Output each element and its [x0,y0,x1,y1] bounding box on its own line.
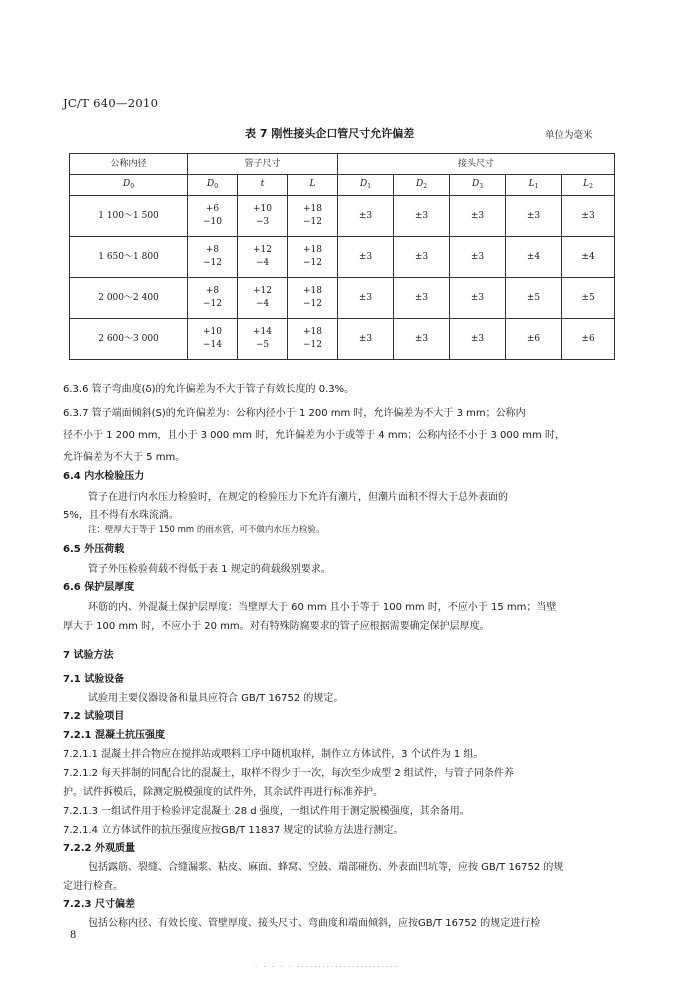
sub-header-cell: t [238,175,288,196]
para-6-5: 管子外压检验荷载不得低于表 1 规定的荷载级别要求。 [88,564,331,575]
tol-cell: +6 −10 [188,196,238,237]
clause-7-2-1-2-cont: 护。试件拆模后，除测定脱模强度的试件外，其余试件再进行标准养护。 [63,787,383,798]
table-row [70,319,615,360]
tol-cell: ±3 [450,196,506,237]
tol-cell: ±3 [450,237,506,278]
tol-cell: +14 −5 [238,319,288,360]
tol-cell: ±3 [562,196,615,237]
tol-cell: ±3 [450,278,506,319]
heading-7-2-3: 7.2.3 尺寸偏差 [63,899,135,910]
heading-7: 7 试验方法 [63,650,114,661]
heading-7-2: 7.2 试验项目 [63,711,125,722]
size-cell: 2 000～2 400 [70,278,188,319]
clause-6-3-7-cont: 径不小于 1 200 mm，且小于 3 000 mm 时，允许偏差为小于或等于 4 mm；公称内径不小于 3 000 mm 时， [63,430,565,441]
clause-6-3-6: 6.3.6 管子弯曲度(δ)的允许偏差为不大于管子有效长度的 0.3%。 [63,384,355,395]
tol-cell: +12 −4 [238,278,288,319]
tol-cell: ±4 [562,237,615,278]
tol-cell: +18 −12 [288,278,338,319]
pipe-size-header: 管子尺寸 [188,154,338,175]
tol-cell: ±3 [450,319,506,360]
para-7-2-2-cont: 定进行检查。 [63,881,123,892]
tol-cell: +10 −3 [238,196,288,237]
heading-7-2-2: 7.2.2 外观质量 [63,843,135,854]
table-row [70,196,615,237]
sub-header-cell: $D_3$ [450,175,506,196]
clause-7-2-1-2: 7.2.1.2 每天拌制的同配合比的混凝土，取样不得少于一次，每次至少成型 2 组试件，与管子同条件养 [63,768,514,779]
tol-cell: ±5 [562,278,615,319]
nominal-diameter-symbol: $D_0$ [70,175,188,196]
sub-header-cell: $D_1$ [338,175,394,196]
sub-header-cell: $D_0$ [188,175,238,196]
table-row [70,278,615,319]
heading-6-4: 6.4 内水检验压力 [63,471,145,482]
note-6-4: 注：壁厚大于等于 150 mm 的雨水管，可不做内水压力检验。 [88,525,325,535]
table-row [70,237,615,278]
size-cell: 1 100～1 500 [70,196,188,237]
tol-cell: +10 −14 [188,319,238,360]
table-unit: 单位为毫米 [545,130,593,141]
tol-cell: ±3 [338,319,394,360]
tol-cell: ±5 [506,278,562,319]
tol-cell: ±3 [394,237,450,278]
clause-7-2-1-1: 7.2.1.1 混凝土拌合物应在搅拌站或喂料工序中随机取样，制作立方体试件，3 个试件为 1 组。 [63,749,484,760]
sub-header-row [70,175,615,196]
tol-cell: +18 −12 [288,196,338,237]
para-6-6: 环筋的内、外混凝土保护层厚度：当壁厚大于 60 mm 且小于等于 100 mm 时，不应小于 15 mm；当壁 [88,602,557,613]
size-cell: 2 600～3 000 [70,319,188,360]
sub-header-cell: $D_2$ [394,175,450,196]
nominal-diameter-header: 公称内径 [70,154,188,175]
tol-cell: +18 −12 [288,237,338,278]
heading-7-2-1: 7.2.1 混凝土抗压强度 [63,730,165,741]
tol-cell: ±3 [338,278,394,319]
tol-cell: ±6 [506,319,562,360]
tol-cell: ±4 [506,237,562,278]
tol-cell: ±6 [562,319,615,360]
tol-cell: +8 −12 [188,278,238,319]
table-title: 表 7 刚性接头企口管尺寸允许偏差 [245,127,415,140]
clause-7-2-1-3: 7.2.1.3 一组试件用于检验评定混凝土 28 d 强度，一组试件用于测定脱模强度，其余备用。 [63,806,470,817]
tol-cell: +12 −4 [238,237,288,278]
para-7-2-3: 包括公称内径、有效长度、管壁厚度、接头尺寸、弯曲度和端面倾斜，应按GB/T 16752 的规定进行检 [88,918,541,929]
heading-7-1: 7.1 试验设备 [63,674,125,685]
para-7-1: 试验用主要仪器设备和量具应符合 GB/T 16752 的规定。 [88,693,344,704]
para-6-4: 管子在进行内水压力检验时，在规定的检验压力下允许有潮片，但潮片面积不得大于总外表面的 [88,492,508,503]
tol-cell: ±3 [394,319,450,360]
heading-6-6: 6.6 保护层厚度 [63,582,135,593]
size-cell: 1 650～1 800 [70,237,188,278]
clause-7-2-1-4: 7.2.1.4 立方体试件的抗压强度应按GB/T 11837 规定的试验方法进行测定。 [63,825,404,836]
joint-size-header: 接头尺寸 [338,154,615,175]
sub-header-cell: $L_1$ [506,175,562,196]
tol-cell: +18 −12 [288,319,338,360]
tol-cell: +8 −12 [188,237,238,278]
heading-6-5: 6.5 外压荷载 [63,544,125,555]
tol-cell: ±3 [338,237,394,278]
standard-code: JC/T 640—2010 [63,96,159,110]
sub-header-cell: L [288,175,338,196]
para-6-4-cont: 5%，且不得有水珠流淌。 [63,510,179,521]
tol-cell: ±3 [506,196,562,237]
footer-dots: · · · · · ························ [255,963,399,971]
para-7-2-2: 包括露筋、裂缝、合缝漏浆、粘皮、麻面、蜂窝、空鼓、端部碰伤、外表面凹坑等，应按 GB/T 16752 的规 [88,862,564,873]
clause-6-3-7: 6.3.7 管子端面倾斜(S)的允许偏差为：公称内径小于 1 200 mm 时，允许偏差为不大于 3 mm；公称内 [63,408,526,419]
tol-cell: ±3 [394,278,450,319]
page-number: 8 [70,930,77,941]
clause-6-3-7-cont: 允许偏差为不大于 5 mm。 [63,452,186,463]
sub-header-cell: $L_2$ [562,175,615,196]
para-6-6-cont: 厚大于 100 mm 时，不应小于 20 mm。对有特殊防腐要求的管子应根据需要确定保护层厚度。 [63,621,490,632]
tol-cell: ±3 [338,196,394,237]
tolerance-table [69,153,615,360]
tol-cell: ±3 [394,196,450,237]
